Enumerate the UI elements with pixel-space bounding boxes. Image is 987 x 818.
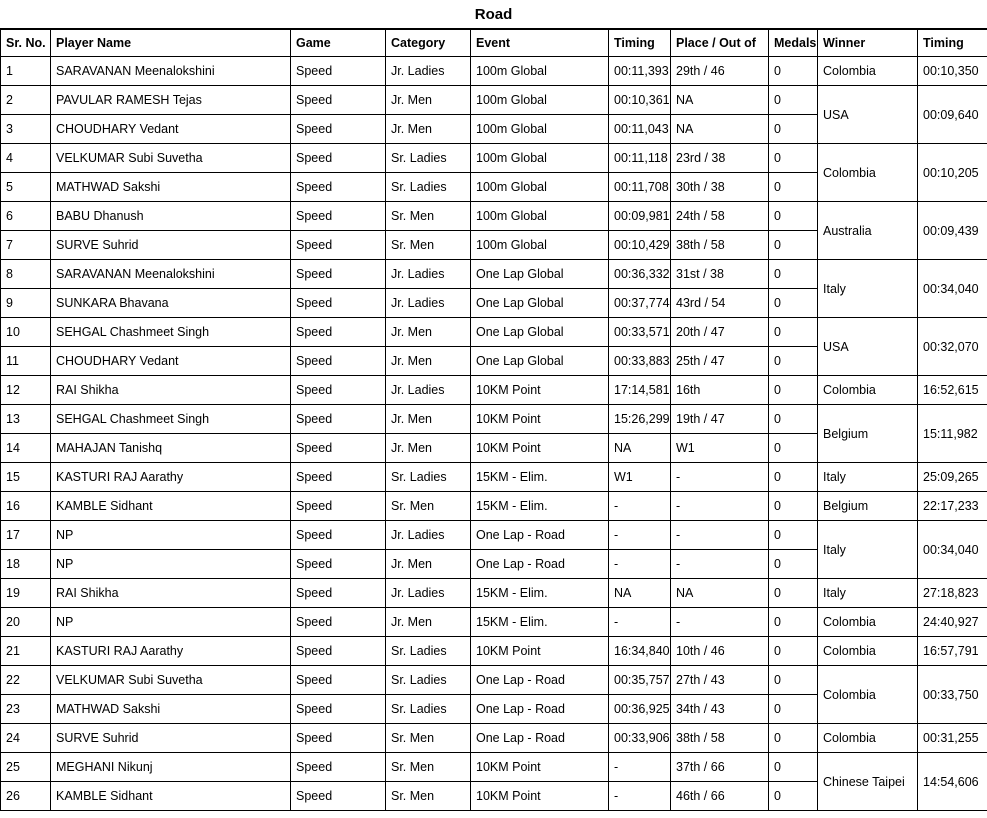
- cell-game: Speed: [291, 521, 386, 550]
- cell-game: Speed: [291, 637, 386, 666]
- cell-sr-no: 12: [1, 376, 51, 405]
- cell-game: Speed: [291, 57, 386, 86]
- cell-sr-no: 19: [1, 579, 51, 608]
- cell-timing: 00:33,883: [609, 347, 671, 376]
- cell-player-name: MAHAJAN Tanishq: [51, 434, 291, 463]
- cell-event: 10KM Point: [471, 782, 609, 811]
- cell-category: Jr. Men: [386, 318, 471, 347]
- cell-sr-no: 3: [1, 115, 51, 144]
- cell-place: -: [671, 463, 769, 492]
- cell-medals: 0: [769, 115, 818, 144]
- table-row: [1, 753, 987, 782]
- cell-event: 10KM Point: [471, 753, 609, 782]
- cell-timing: 00:36,925: [609, 695, 671, 724]
- cell-game: Speed: [291, 666, 386, 695]
- cell-sr-no: 23: [1, 695, 51, 724]
- cell-category: Sr. Men: [386, 724, 471, 753]
- cell-sr-no: 16: [1, 492, 51, 521]
- cell-player-name: MEGHANI Nikunj: [51, 753, 291, 782]
- cell-place: NA: [671, 579, 769, 608]
- cell-player-name: PAVULAR RAMESH Tejas: [51, 86, 291, 115]
- cell-sr-no: 1: [1, 57, 51, 86]
- cell-timing: 17:14,581: [609, 376, 671, 405]
- cell-sr-no: 4: [1, 144, 51, 173]
- cell-place: NA: [671, 86, 769, 115]
- cell-category: Sr. Ladies: [386, 666, 471, 695]
- cell-player-name: KAMBLE Sidhant: [51, 782, 291, 811]
- cell-sr-no: 11: [1, 347, 51, 376]
- cell-category: Sr. Ladies: [386, 463, 471, 492]
- cell-winner-timing: 15:11,982: [918, 405, 987, 463]
- cell-game: Speed: [291, 405, 386, 434]
- cell-place: -: [671, 608, 769, 637]
- cell-medals: 0: [769, 231, 818, 260]
- cell-place: 46th / 66: [671, 782, 769, 811]
- cell-event: 15KM - Elim.: [471, 608, 609, 637]
- column-header-timing: Timing: [609, 30, 671, 57]
- cell-event: One Lap Global: [471, 318, 609, 347]
- cell-event: 100m Global: [471, 57, 609, 86]
- cell-medals: 0: [769, 376, 818, 405]
- cell-event: 100m Global: [471, 173, 609, 202]
- cell-sr-no: 9: [1, 289, 51, 318]
- cell-place: -: [671, 492, 769, 521]
- cell-winner: Colombia: [818, 608, 918, 637]
- cell-player-name: SUNKARA Bhavana: [51, 289, 291, 318]
- cell-place: -: [671, 521, 769, 550]
- cell-winner: USA: [818, 86, 918, 144]
- cell-game: Speed: [291, 579, 386, 608]
- cell-medals: 0: [769, 260, 818, 289]
- cell-sr-no: 26: [1, 782, 51, 811]
- cell-category: Jr. Men: [386, 405, 471, 434]
- cell-timing: -: [609, 521, 671, 550]
- cell-game: Speed: [291, 202, 386, 231]
- cell-category: Jr. Men: [386, 608, 471, 637]
- cell-event: One Lap - Road: [471, 695, 609, 724]
- cell-game: Speed: [291, 695, 386, 724]
- cell-game: Speed: [291, 782, 386, 811]
- table-row: [1, 463, 987, 492]
- cell-medals: 0: [769, 289, 818, 318]
- cell-sr-no: 13: [1, 405, 51, 434]
- cell-timing: -: [609, 608, 671, 637]
- cell-event: 15KM - Elim.: [471, 492, 609, 521]
- cell-sr-no: 2: [1, 86, 51, 115]
- cell-game: Speed: [291, 318, 386, 347]
- cell-player-name: SURVE Suhrid: [51, 231, 291, 260]
- cell-player-name: RAI Shikha: [51, 376, 291, 405]
- cell-place: 38th / 58: [671, 231, 769, 260]
- cell-medals: 0: [769, 550, 818, 579]
- cell-game: Speed: [291, 231, 386, 260]
- cell-place: 34th / 43: [671, 695, 769, 724]
- cell-event: One Lap - Road: [471, 666, 609, 695]
- cell-winner: Belgium: [818, 405, 918, 463]
- cell-medals: 0: [769, 434, 818, 463]
- cell-event: 10KM Point: [471, 376, 609, 405]
- cell-timing: 00:10,429: [609, 231, 671, 260]
- cell-place: 19th / 47: [671, 405, 769, 434]
- cell-category: Jr. Men: [386, 115, 471, 144]
- cell-winner-timing: 00:31,255: [918, 724, 987, 753]
- cell-timing: -: [609, 492, 671, 521]
- cell-timing: 15:26,299: [609, 405, 671, 434]
- cell-place: 20th / 47: [671, 318, 769, 347]
- column-header-sr-no: Sr. No.: [1, 30, 51, 57]
- cell-winner: USA: [818, 318, 918, 376]
- cell-event: 100m Global: [471, 202, 609, 231]
- cell-winner-timing: 16:52,615: [918, 376, 987, 405]
- cell-player-name: CHOUDHARY Vedant: [51, 115, 291, 144]
- cell-timing: 00:11,708: [609, 173, 671, 202]
- cell-medals: 0: [769, 405, 818, 434]
- cell-game: Speed: [291, 347, 386, 376]
- column-header-winner-timing: Timing: [918, 30, 987, 57]
- cell-winner: Colombia: [818, 637, 918, 666]
- cell-event: 10KM Point: [471, 434, 609, 463]
- table-row: [1, 637, 987, 666]
- cell-game: Speed: [291, 724, 386, 753]
- cell-timing: 00:37,774: [609, 289, 671, 318]
- cell-sr-no: 24: [1, 724, 51, 753]
- cell-medals: 0: [769, 202, 818, 231]
- cell-winner-timing: 00:34,040: [918, 521, 987, 579]
- cell-winner: Italy: [818, 521, 918, 579]
- cell-timing: -: [609, 550, 671, 579]
- cell-winner-timing: 16:57,791: [918, 637, 987, 666]
- cell-winner: Chinese Taipei: [818, 753, 918, 811]
- cell-timing: NA: [609, 579, 671, 608]
- cell-game: Speed: [291, 492, 386, 521]
- cell-player-name: VELKUMAR Subi Suvetha: [51, 666, 291, 695]
- cell-game: Speed: [291, 753, 386, 782]
- cell-place: W1: [671, 434, 769, 463]
- cell-winner: Belgium: [818, 492, 918, 521]
- table-row: [1, 521, 987, 550]
- cell-event: One Lap Global: [471, 347, 609, 376]
- cell-winner-timing: 25:09,265: [918, 463, 987, 492]
- cell-place: 10th / 46: [671, 637, 769, 666]
- table-row: [1, 492, 987, 521]
- cell-winner-timing: 00:34,040: [918, 260, 987, 318]
- cell-winner-timing: 00:09,640: [918, 86, 987, 144]
- cell-timing: 00:36,332: [609, 260, 671, 289]
- table-row: [1, 86, 987, 115]
- cell-sr-no: 25: [1, 753, 51, 782]
- cell-game: Speed: [291, 260, 386, 289]
- column-header-game: Game: [291, 30, 386, 57]
- cell-player-name: SURVE Suhrid: [51, 724, 291, 753]
- cell-timing: NA: [609, 434, 671, 463]
- cell-player-name: MATHWAD Sakshi: [51, 173, 291, 202]
- cell-event: One Lap - Road: [471, 550, 609, 579]
- cell-timing: 00:10,361: [609, 86, 671, 115]
- cell-winner-timing: 14:54,606: [918, 753, 987, 811]
- cell-medals: 0: [769, 608, 818, 637]
- table-row: [1, 260, 987, 289]
- cell-category: Sr. Ladies: [386, 144, 471, 173]
- cell-winner-timing: 22:17,233: [918, 492, 987, 521]
- cell-timing: 00:11,393: [609, 57, 671, 86]
- column-header-place: Place / Out of: [671, 30, 769, 57]
- cell-place: 24th / 58: [671, 202, 769, 231]
- cell-category: Sr. Men: [386, 231, 471, 260]
- cell-category: Sr. Men: [386, 782, 471, 811]
- cell-medals: 0: [769, 86, 818, 115]
- cell-sr-no: 22: [1, 666, 51, 695]
- cell-sr-no: 6: [1, 202, 51, 231]
- cell-sr-no: 7: [1, 231, 51, 260]
- column-header-category: Category: [386, 30, 471, 57]
- table-row: [1, 724, 987, 753]
- cell-category: Jr. Men: [386, 347, 471, 376]
- column-header-player-name: Player Name: [51, 30, 291, 57]
- cell-player-name: KASTURI RAJ Aarathy: [51, 463, 291, 492]
- cell-game: Speed: [291, 608, 386, 637]
- cell-event: One Lap Global: [471, 289, 609, 318]
- cell-winner: Italy: [818, 260, 918, 318]
- cell-game: Speed: [291, 173, 386, 202]
- cell-timing: 16:34,840: [609, 637, 671, 666]
- cell-sr-no: 17: [1, 521, 51, 550]
- table-row: [1, 202, 987, 231]
- table-row: [1, 57, 987, 86]
- cell-player-name: KAMBLE Sidhant: [51, 492, 291, 521]
- cell-medals: 0: [769, 782, 818, 811]
- cell-category: Sr. Men: [386, 202, 471, 231]
- cell-medals: 0: [769, 666, 818, 695]
- cell-player-name: VELKUMAR Subi Suvetha: [51, 144, 291, 173]
- cell-category: Jr. Ladies: [386, 260, 471, 289]
- cell-timing: 00:35,757: [609, 666, 671, 695]
- cell-place: -: [671, 550, 769, 579]
- table-row: [1, 144, 987, 173]
- cell-sr-no: 18: [1, 550, 51, 579]
- cell-timing: -: [609, 782, 671, 811]
- cell-player-name: BABU Dhanush: [51, 202, 291, 231]
- cell-event: 100m Global: [471, 144, 609, 173]
- cell-sr-no: 21: [1, 637, 51, 666]
- cell-player-name: SEHGAL Chashmeet Singh: [51, 405, 291, 434]
- cell-timing: 00:33,906: [609, 724, 671, 753]
- cell-medals: 0: [769, 521, 818, 550]
- cell-player-name: SEHGAL Chashmeet Singh: [51, 318, 291, 347]
- cell-timing: 00:11,118: [609, 144, 671, 173]
- table-body: [1, 57, 987, 811]
- column-header-medals: Medals: [769, 30, 818, 57]
- cell-timing: 00:09,981: [609, 202, 671, 231]
- cell-category: Jr. Men: [386, 434, 471, 463]
- table-row: [1, 318, 987, 347]
- cell-winner-timing: 00:09,439: [918, 202, 987, 260]
- cell-category: Sr. Ladies: [386, 637, 471, 666]
- cell-category: Jr. Ladies: [386, 376, 471, 405]
- cell-timing: 00:11,043: [609, 115, 671, 144]
- cell-winner: Italy: [818, 463, 918, 492]
- cell-winner-timing: 00:10,350: [918, 57, 987, 86]
- column-header-event: Event: [471, 30, 609, 57]
- cell-winner: Italy: [818, 579, 918, 608]
- cell-timing: 00:33,571: [609, 318, 671, 347]
- cell-medals: 0: [769, 173, 818, 202]
- cell-event: 100m Global: [471, 115, 609, 144]
- cell-place: 27th / 43: [671, 666, 769, 695]
- cell-game: Speed: [291, 144, 386, 173]
- cell-sr-no: 5: [1, 173, 51, 202]
- cell-event: One Lap - Road: [471, 724, 609, 753]
- cell-category: Jr. Men: [386, 550, 471, 579]
- cell-winner-timing: 00:10,205: [918, 144, 987, 202]
- cell-player-name: KASTURI RAJ Aarathy: [51, 637, 291, 666]
- cell-category: Jr. Ladies: [386, 57, 471, 86]
- cell-winner: Australia: [818, 202, 918, 260]
- cell-event: One Lap - Road: [471, 521, 609, 550]
- cell-winner: Colombia: [818, 724, 918, 753]
- cell-player-name: NP: [51, 550, 291, 579]
- cell-game: Speed: [291, 550, 386, 579]
- cell-timing: W1: [609, 463, 671, 492]
- cell-game: Speed: [291, 434, 386, 463]
- page-title: Road: [0, 0, 987, 29]
- cell-winner-timing: 00:33,750: [918, 666, 987, 724]
- cell-winner: Colombia: [818, 376, 918, 405]
- table-row: [1, 405, 987, 434]
- cell-sr-no: 20: [1, 608, 51, 637]
- cell-place: 31st / 38: [671, 260, 769, 289]
- cell-game: Speed: [291, 376, 386, 405]
- cell-category: Sr. Men: [386, 492, 471, 521]
- cell-player-name: MATHWAD Sakshi: [51, 695, 291, 724]
- cell-event: 100m Global: [471, 86, 609, 115]
- cell-winner-timing: 24:40,927: [918, 608, 987, 637]
- table-row: [1, 666, 987, 695]
- cell-medals: 0: [769, 637, 818, 666]
- table-row: [1, 608, 987, 637]
- table-row: [1, 376, 987, 405]
- cell-winner: Colombia: [818, 144, 918, 202]
- cell-event: 15KM - Elim.: [471, 579, 609, 608]
- cell-sr-no: 8: [1, 260, 51, 289]
- cell-category: Sr. Men: [386, 753, 471, 782]
- results-table: [0, 29, 987, 811]
- cell-medals: 0: [769, 695, 818, 724]
- cell-category: Sr. Ladies: [386, 173, 471, 202]
- cell-game: Speed: [291, 289, 386, 318]
- cell-medals: 0: [769, 753, 818, 782]
- cell-medals: 0: [769, 492, 818, 521]
- cell-category: Sr. Ladies: [386, 695, 471, 724]
- cell-winner-timing: 00:32,070: [918, 318, 987, 376]
- column-header-winner: Winner: [818, 30, 918, 57]
- cell-timing: -: [609, 753, 671, 782]
- cell-medals: 0: [769, 144, 818, 173]
- cell-sr-no: 15: [1, 463, 51, 492]
- cell-sr-no: 14: [1, 434, 51, 463]
- cell-player-name: SARAVANAN Meenalokshini: [51, 57, 291, 86]
- cell-place: 30th / 38: [671, 173, 769, 202]
- cell-place: 38th / 58: [671, 724, 769, 753]
- cell-player-name: NP: [51, 521, 291, 550]
- cell-medals: 0: [769, 318, 818, 347]
- cell-event: 10KM Point: [471, 637, 609, 666]
- cell-event: One Lap Global: [471, 260, 609, 289]
- cell-category: Jr. Men: [386, 86, 471, 115]
- cell-game: Speed: [291, 463, 386, 492]
- cell-medals: 0: [769, 724, 818, 753]
- header-row: [1, 30, 987, 57]
- cell-medals: 0: [769, 347, 818, 376]
- cell-event: 100m Global: [471, 231, 609, 260]
- cell-medals: 0: [769, 57, 818, 86]
- cell-category: Jr. Ladies: [386, 289, 471, 318]
- cell-winner: Colombia: [818, 57, 918, 86]
- cell-place: 29th / 46: [671, 57, 769, 86]
- cell-player-name: NP: [51, 608, 291, 637]
- cell-place: NA: [671, 115, 769, 144]
- cell-medals: 0: [769, 579, 818, 608]
- cell-event: 10KM Point: [471, 405, 609, 434]
- cell-sr-no: 10: [1, 318, 51, 347]
- cell-medals: 0: [769, 463, 818, 492]
- cell-winner-timing: 27:18,823: [918, 579, 987, 608]
- cell-game: Speed: [291, 115, 386, 144]
- cell-place: 43rd / 54: [671, 289, 769, 318]
- cell-place: 37th / 66: [671, 753, 769, 782]
- cell-place: 16th: [671, 376, 769, 405]
- cell-game: Speed: [291, 86, 386, 115]
- cell-player-name: SARAVANAN Meenalokshini: [51, 260, 291, 289]
- cell-category: Jr. Ladies: [386, 521, 471, 550]
- cell-category: Jr. Ladies: [386, 579, 471, 608]
- cell-event: 15KM - Elim.: [471, 463, 609, 492]
- cell-winner: Colombia: [818, 666, 918, 724]
- cell-place: 23rd / 38: [671, 144, 769, 173]
- cell-player-name: RAI Shikha: [51, 579, 291, 608]
- cell-place: 25th / 47: [671, 347, 769, 376]
- cell-player-name: CHOUDHARY Vedant: [51, 347, 291, 376]
- table-header: [1, 30, 987, 57]
- table-row: [1, 579, 987, 608]
